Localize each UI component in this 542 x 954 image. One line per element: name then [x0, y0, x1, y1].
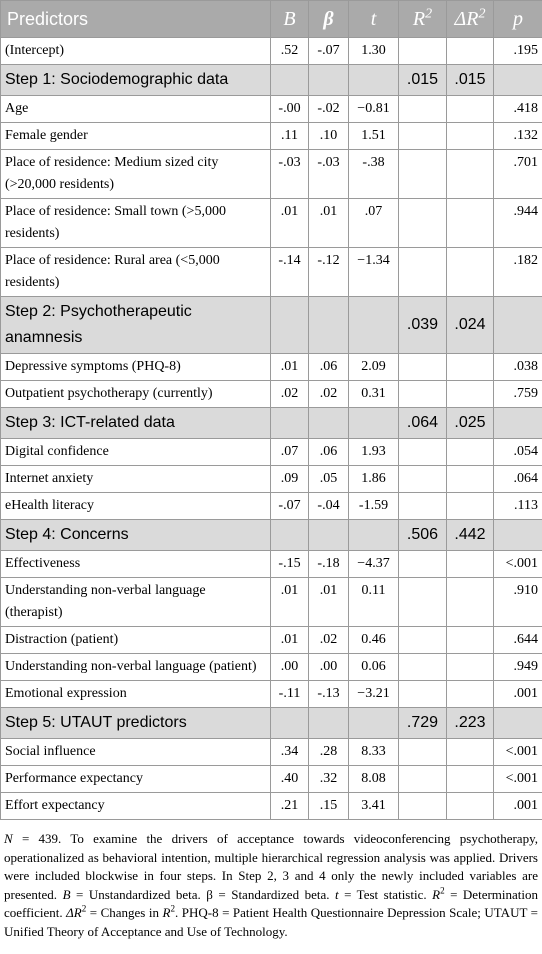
header-p: p: [494, 1, 542, 38]
row-label: (Intercept): [1, 38, 271, 65]
cell-p: [494, 708, 542, 739]
step-r2: .506: [399, 520, 447, 551]
cell-r2: [399, 578, 447, 627]
cell-b: .00: [271, 654, 309, 681]
note-n-symbol: N: [4, 831, 13, 846]
cell-r2: [399, 793, 447, 820]
cell-t: 1.86: [349, 466, 399, 493]
cell-p: .701: [494, 150, 542, 199]
cell-b: .34: [271, 739, 309, 766]
predictor-row: [1, 150, 542, 199]
note-r2-symbol: R: [432, 886, 441, 902]
cell-b: [271, 65, 309, 96]
cell-p: .644: [494, 627, 542, 654]
note-r2-text: = Determination coefficient.: [4, 886, 539, 921]
step-header-row: [1, 408, 542, 439]
header-beta: β: [309, 1, 349, 38]
cell-t: 8.33: [349, 739, 399, 766]
predictor-row: [1, 96, 542, 123]
step-r2: .729: [399, 708, 447, 739]
cell-p: .064: [494, 466, 542, 493]
header-r2-symbol: R: [412, 8, 426, 30]
cell-b: -.00: [271, 96, 309, 123]
step-delta-r2: .223: [447, 708, 494, 739]
cell-r2: [399, 248, 447, 297]
row-label: Depressive symptoms (PHQ-8): [1, 354, 271, 381]
cell-beta: [309, 708, 349, 739]
step-r2: .039: [399, 297, 447, 354]
header-t: t: [349, 1, 399, 38]
cell-p: [494, 520, 542, 551]
cell-r2: [399, 439, 447, 466]
cell-delta-r2: [447, 248, 494, 297]
cell-t: [349, 297, 399, 354]
cell-delta-r2: [447, 38, 494, 65]
cell-t: 0.11: [349, 578, 399, 627]
cell-p: .038: [494, 354, 542, 381]
cell-beta: -.07: [309, 38, 349, 65]
row-label: Emotional expression: [1, 681, 271, 708]
predictor-row: [1, 766, 542, 793]
cell-b: .21: [271, 793, 309, 820]
cell-t: 2.09: [349, 354, 399, 381]
header-delta-r2-sup: 2: [478, 6, 486, 22]
cell-p: .418: [494, 96, 542, 123]
cell-b: .07: [271, 439, 309, 466]
cell-delta-r2: [447, 199, 494, 248]
predictor-row: [1, 551, 542, 578]
cell-beta: .01: [309, 199, 349, 248]
cell-t: -.38: [349, 150, 399, 199]
cell-p: .001: [494, 681, 542, 708]
cell-t: .07: [349, 199, 399, 248]
cell-beta: -.02: [309, 96, 349, 123]
cell-t: −4.37: [349, 551, 399, 578]
cell-p: .949: [494, 654, 542, 681]
cell-r2: [399, 354, 447, 381]
row-label: Outpatient psychotherapy (currently): [1, 381, 271, 408]
cell-r2: [399, 681, 447, 708]
cell-b: -.15: [271, 551, 309, 578]
cell-beta: .02: [309, 381, 349, 408]
row-label: Effort expectancy: [1, 793, 271, 820]
cell-beta: -.03: [309, 150, 349, 199]
cell-beta: -.04: [309, 493, 349, 520]
cell-t: 1.30: [349, 38, 399, 65]
cell-delta-r2: [447, 739, 494, 766]
predictor-row: [1, 123, 542, 150]
note-b-symbol: B: [62, 886, 71, 902]
cell-beta: -.13: [309, 681, 349, 708]
header-row: [1, 1, 542, 38]
cell-delta-r2: [447, 381, 494, 408]
cell-p: .759: [494, 381, 542, 408]
step-header-row: [1, 520, 542, 551]
cell-beta: .01: [309, 578, 349, 627]
step-r2: .015: [399, 65, 447, 96]
note-tail: . PHQ-8 = Patient Health Questionnaire Depression Scale; UTAUT = Unified Theory of Acceptance and Use of Technology.: [4, 905, 539, 939]
cell-delta-r2: [447, 578, 494, 627]
cell-beta: [309, 65, 349, 96]
step-title: Step 1: Sociodemographic data: [1, 65, 271, 96]
cell-beta: .06: [309, 354, 349, 381]
cell-b: -.11: [271, 681, 309, 708]
row-label: Effectiveness: [1, 551, 271, 578]
cell-b: [271, 408, 309, 439]
row-label: Internet anxiety: [1, 466, 271, 493]
cell-b: [271, 520, 309, 551]
cell-p: [494, 408, 542, 439]
note-dr2-ref-sup: 2: [170, 904, 175, 915]
cell-beta: .05: [309, 466, 349, 493]
cell-b: -.03: [271, 150, 309, 199]
cell-p: <.001: [494, 551, 542, 578]
step-title: Step 4: Concerns: [1, 520, 271, 551]
cell-delta-r2: [447, 551, 494, 578]
cell-beta: .00: [309, 654, 349, 681]
cell-r2: [399, 551, 447, 578]
step-r2: .064: [399, 408, 447, 439]
step-title: Step 5: UTAUT predictors: [1, 708, 271, 739]
note-t-symbol: t: [334, 886, 339, 902]
step-delta-r2: .442: [447, 520, 494, 551]
cell-t: [349, 520, 399, 551]
cell-b: .01: [271, 627, 309, 654]
header-b: B: [271, 1, 309, 38]
table-note: [0, 820, 542, 942]
cell-t: 0.46: [349, 627, 399, 654]
cell-delta-r2: [447, 123, 494, 150]
cell-beta: .10: [309, 123, 349, 150]
cell-delta-r2: [447, 681, 494, 708]
note-n-text: = 439. To examine the drivers of acceptance towards videoconferencing psychotherapy, operationalized as behavioral intention, multiple hierarchical regression analysis was applied. Drivers were included blockwise in four steps. In Step 2, 3 and 4 only the newly included variables are presented.: [4, 831, 538, 902]
note-t-text: = Test statistic.: [338, 886, 433, 902]
row-label: Age: [1, 96, 271, 123]
table-body: [1, 38, 542, 820]
cell-r2: [399, 766, 447, 793]
cell-beta: [309, 520, 349, 551]
row-label: eHealth literacy: [1, 493, 271, 520]
cell-b: .02: [271, 381, 309, 408]
cell-p: .001: [494, 793, 542, 820]
row-label: Distraction (patient): [1, 627, 271, 654]
note-dr2-ref: R: [162, 905, 171, 921]
cell-beta: .28: [309, 739, 349, 766]
step-header-row: [1, 297, 542, 354]
cell-b: .09: [271, 466, 309, 493]
step-delta-r2: .025: [447, 408, 494, 439]
cell-t: 1.51: [349, 123, 399, 150]
cell-b: -.14: [271, 248, 309, 297]
cell-t: 1.93: [349, 439, 399, 466]
cell-p: <.001: [494, 766, 542, 793]
header-delta-r2: [447, 1, 494, 38]
header-r2-sup: 2: [425, 6, 433, 22]
cell-b: .52: [271, 38, 309, 65]
cell-t: 0.31: [349, 381, 399, 408]
step-title: Step 2: Psychotherapeutic anamnesis: [1, 297, 271, 354]
cell-beta: .15: [309, 793, 349, 820]
cell-p: [494, 297, 542, 354]
cell-r2: [399, 654, 447, 681]
cell-beta: -.12: [309, 248, 349, 297]
cell-r2: [399, 381, 447, 408]
predictor-row: [1, 739, 542, 766]
step-delta-r2: .015: [447, 65, 494, 96]
header-predictors: Predictors: [1, 1, 271, 38]
row-label: Understanding non-verbal language (therapist): [1, 578, 271, 627]
cell-r2: [399, 627, 447, 654]
note-dr2-sup: 2: [81, 904, 87, 915]
cell-delta-r2: [447, 654, 494, 681]
cell-t: [349, 408, 399, 439]
note-b-text: = Unstandardized beta. β = Standardized beta.: [70, 886, 335, 902]
cell-delta-r2: [447, 493, 494, 520]
cell-p: .132: [494, 123, 542, 150]
cell-b: .40: [271, 766, 309, 793]
step-header-row: [1, 65, 542, 96]
cell-b: .01: [271, 199, 309, 248]
cell-b: .01: [271, 354, 309, 381]
intercept-row: [1, 38, 542, 65]
predictor-row: [1, 439, 542, 466]
predictor-row: [1, 793, 542, 820]
cell-t: −3.21: [349, 681, 399, 708]
cell-b: [271, 708, 309, 739]
cell-delta-r2: [447, 627, 494, 654]
predictor-row: [1, 199, 542, 248]
cell-delta-r2: [447, 766, 494, 793]
cell-b: .11: [271, 123, 309, 150]
cell-r2: [399, 123, 447, 150]
cell-r2: [399, 493, 447, 520]
note-dr2-mid: = Changes in: [86, 905, 163, 921]
row-label: Understanding non-verbal language (patient): [1, 654, 271, 681]
row-label: Place of residence: Medium sized city (>20,000 residents): [1, 150, 271, 199]
cell-p: [494, 65, 542, 96]
cell-beta: -.18: [309, 551, 349, 578]
cell-beta: .32: [309, 766, 349, 793]
step-header-row: [1, 708, 542, 739]
cell-t: −0.81: [349, 96, 399, 123]
cell-r2: [399, 466, 447, 493]
header-r2: [399, 1, 447, 38]
row-label: Place of residence: Small town (>5,000 residents): [1, 199, 271, 248]
cell-beta: .02: [309, 627, 349, 654]
predictor-row: [1, 654, 542, 681]
cell-t: [349, 708, 399, 739]
cell-r2: [399, 739, 447, 766]
cell-p: .113: [494, 493, 542, 520]
predictor-row: [1, 381, 542, 408]
cell-delta-r2: [447, 439, 494, 466]
cell-p: .054: [494, 439, 542, 466]
cell-b: .01: [271, 578, 309, 627]
cell-r2: [399, 199, 447, 248]
cell-b: -.07: [271, 493, 309, 520]
predictor-row: [1, 466, 542, 493]
cell-delta-r2: [447, 793, 494, 820]
predictor-row: [1, 248, 542, 297]
cell-delta-r2: [447, 96, 494, 123]
predictor-row: [1, 493, 542, 520]
note-dr2-symbol: ΔR: [66, 905, 82, 921]
cell-r2: [399, 96, 447, 123]
step-title: Step 3: ICT-related data: [1, 408, 271, 439]
step-delta-r2: .024: [447, 297, 494, 354]
predictor-row: [1, 681, 542, 708]
cell-beta: [309, 408, 349, 439]
cell-p: .944: [494, 199, 542, 248]
cell-delta-r2: [447, 354, 494, 381]
cell-beta: .06: [309, 439, 349, 466]
cell-p: .182: [494, 248, 542, 297]
note-r2-sup: 2: [440, 885, 445, 896]
row-label: Social influence: [1, 739, 271, 766]
cell-t: 0.06: [349, 654, 399, 681]
cell-delta-r2: [447, 150, 494, 199]
cell-t: 8.08: [349, 766, 399, 793]
cell-p: .910: [494, 578, 542, 627]
cell-p: .195: [494, 38, 542, 65]
predictor-row: [1, 627, 542, 654]
cell-t: -1.59: [349, 493, 399, 520]
cell-t: [349, 65, 399, 96]
cell-delta-r2: [447, 466, 494, 493]
cell-t: 3.41: [349, 793, 399, 820]
cell-r2: [399, 150, 447, 199]
row-label: Performance expectancy: [1, 766, 271, 793]
cell-t: −1.34: [349, 248, 399, 297]
row-label: Digital confidence: [1, 439, 271, 466]
header-delta-r2-symbol: ΔR: [454, 8, 479, 30]
predictor-row: [1, 354, 542, 381]
predictor-row: [1, 578, 542, 627]
cell-r2: [399, 38, 447, 65]
cell-b: [271, 297, 309, 354]
row-label: Female gender: [1, 123, 271, 150]
row-label: Place of residence: Rural area (<5,000 residents): [1, 248, 271, 297]
cell-p: <.001: [494, 739, 542, 766]
cell-beta: [309, 297, 349, 354]
